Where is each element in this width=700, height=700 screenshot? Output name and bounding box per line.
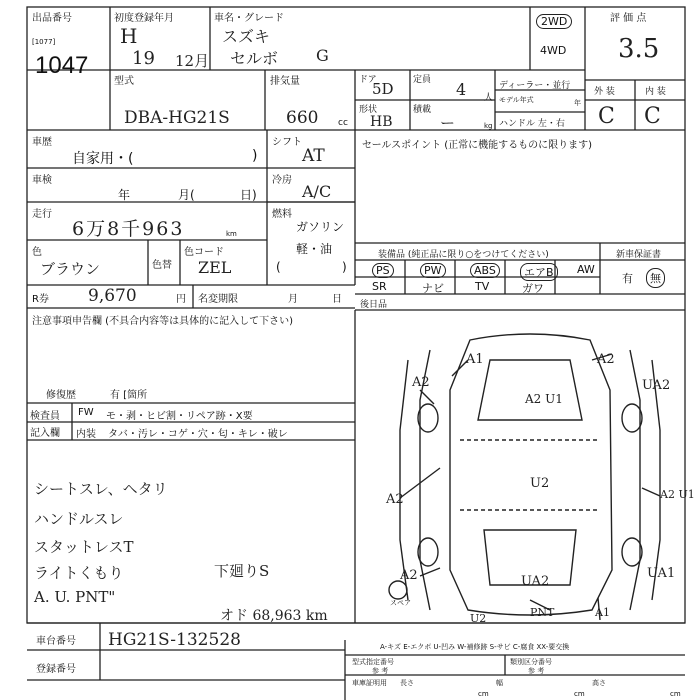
inspector-row2-prefix: 内装 bbox=[76, 429, 96, 440]
type-value: DBA-HG21S bbox=[124, 108, 230, 128]
note-line: ハンドルスレ bbox=[34, 510, 124, 528]
warranty-yes: 有 bbox=[622, 272, 633, 285]
color-code-value: ZEL bbox=[198, 258, 232, 277]
damage-mark: A2 bbox=[597, 352, 615, 367]
door-value: 5D bbox=[372, 80, 394, 98]
damage-legend: A-キズ E-エクボ U-凹み W-補修跡 S-サビ C-腐食 XX-要交換 bbox=[380, 643, 570, 651]
damage-mark: A2 U1 bbox=[660, 488, 695, 501]
rating-label: 評 価 点 bbox=[610, 13, 647, 24]
first-reg-month: 12月 bbox=[175, 52, 210, 70]
spare-label: スペア bbox=[390, 599, 411, 607]
first-reg-year: 19 bbox=[132, 48, 155, 69]
damage-mark: A2 bbox=[386, 492, 404, 507]
grade-value: G bbox=[316, 46, 329, 65]
equip-abs: ABS bbox=[470, 263, 500, 278]
registration-label: 登録番号 bbox=[36, 664, 76, 675]
inspector-row2-items: タバ・汚レ・コゲ・穴・匂・キレ・破レ bbox=[108, 429, 288, 440]
damage-mark: U2 bbox=[470, 612, 487, 625]
equip-sr: SR bbox=[372, 280, 387, 293]
mileage-label: 走行 bbox=[32, 209, 52, 220]
note-underbody: 下廻りS bbox=[214, 562, 270, 580]
damage-mark: A1 bbox=[595, 606, 610, 619]
lot-label: 出品番号 bbox=[32, 13, 72, 24]
equip-tv: TV bbox=[475, 280, 490, 293]
entry-label: 記入欄 bbox=[30, 428, 60, 439]
capacity-value: 4 bbox=[456, 80, 467, 99]
color-value: ブラウン bbox=[40, 260, 101, 278]
chassis-number: HG21S-132528 bbox=[108, 630, 241, 650]
damage-mark: U2 bbox=[530, 476, 550, 491]
equip-airbag: エアB bbox=[520, 263, 558, 281]
fuel-paren-close: ) bbox=[342, 260, 347, 274]
interior-grade: C bbox=[644, 104, 661, 129]
equip-gawa: ガワ bbox=[522, 282, 544, 295]
handle-label: ハンドル 左・右 bbox=[499, 119, 565, 129]
damage-mark: UA2 bbox=[642, 378, 671, 393]
height-unit: cm bbox=[670, 690, 681, 698]
interior-label: 内 装 bbox=[645, 87, 666, 97]
notes-label: 注意事項申告欄 (不具合内容等は具体的に記入して下さい) bbox=[32, 316, 293, 327]
note-line: スタットレスT bbox=[34, 538, 134, 556]
lot-sub: [1077] bbox=[32, 38, 56, 46]
color-change-label: 色替 bbox=[152, 260, 172, 271]
after-items-label: 後日品 bbox=[360, 300, 388, 310]
door-label: ドア bbox=[359, 75, 377, 85]
displacement-label: 排気量 bbox=[270, 76, 300, 87]
repair-label: 修復歴 bbox=[46, 390, 76, 401]
drive-4wd: 4WD bbox=[540, 44, 567, 57]
fuel-light-oil: 軽・油 bbox=[296, 242, 333, 256]
shape-value: HB bbox=[370, 114, 393, 130]
mileage-value: 6万8千963 bbox=[72, 218, 185, 240]
chassis-label: 車台番号 bbox=[36, 636, 76, 647]
height-label: 高さ bbox=[592, 679, 606, 687]
note-line: シートスレ、ヘタリ bbox=[34, 480, 168, 498]
color-code-label: 色コード bbox=[184, 247, 224, 258]
damage-mark: UA1 bbox=[647, 566, 676, 581]
name-change-day: 日 bbox=[332, 294, 342, 305]
shift-label: シフト bbox=[272, 137, 302, 148]
recycle-label: R券 bbox=[32, 294, 49, 305]
name-grade-label: 車名・グレード bbox=[214, 13, 284, 24]
first-reg-era: H bbox=[120, 24, 138, 48]
exterior-label: 外 装 bbox=[594, 87, 615, 97]
damage-mark: UA2 bbox=[521, 574, 550, 589]
first-reg-label: 初度登録年月 bbox=[114, 13, 174, 24]
name-change-label: 名変期限 bbox=[198, 294, 238, 305]
damage-mark: A2 bbox=[400, 568, 418, 583]
repair-value: 有 [箇所 bbox=[110, 390, 148, 401]
inspection-label: 車検 bbox=[32, 175, 52, 186]
model-year-unit: 年 bbox=[574, 99, 581, 107]
drive-2wd: 2WD bbox=[536, 14, 572, 29]
equipment-label: 装備品 (純正品に限り○をつけてください) bbox=[378, 250, 549, 260]
load-value: ー bbox=[440, 114, 456, 132]
inspector-row1-items: モ・剥・ヒビ割・リペア跡・X要 bbox=[106, 411, 253, 422]
dealer-label: ディーラー・並行 bbox=[499, 81, 571, 91]
shape-label: 形状 bbox=[359, 105, 378, 115]
inspection-year: 年 bbox=[118, 188, 131, 202]
damage-mark: A2 bbox=[412, 375, 430, 390]
length-label: 長さ bbox=[400, 679, 414, 687]
inspection-day: 日) bbox=[240, 188, 257, 202]
vehicle-cert-label: 車庫証明用 bbox=[352, 679, 387, 687]
rating-value: 3.5 bbox=[618, 34, 660, 64]
name-change-month: 月 bbox=[288, 294, 298, 305]
inspector-label: 検査員 bbox=[30, 411, 60, 422]
note-line: ライトくもり bbox=[34, 564, 124, 582]
ac-value: A/C bbox=[302, 182, 332, 201]
type-cert-ref: 参 考 bbox=[372, 667, 389, 675]
model-name: セルボ bbox=[230, 49, 279, 68]
class-label: 類別区分番号 bbox=[510, 658, 552, 666]
history-value: 自家用・( bbox=[72, 151, 134, 167]
sales-point-label: セールスポイント (正常に機能するものに限ります) bbox=[362, 140, 593, 151]
lot-number: 1047 bbox=[35, 52, 89, 79]
capacity-unit: 人 bbox=[484, 93, 494, 103]
type-cert-label: 型式指定番号 bbox=[352, 658, 394, 666]
displacement-unit: cc bbox=[338, 118, 348, 128]
fuel-paren-open: ( bbox=[276, 260, 281, 274]
width-unit: cm bbox=[574, 690, 585, 698]
color-label: 色 bbox=[32, 247, 42, 258]
model-year-label: モデル年式 bbox=[499, 96, 534, 104]
damage-mark: PNT bbox=[530, 606, 555, 619]
fuel-gasoline: ガソリン bbox=[296, 220, 345, 234]
capacity-label: 定員 bbox=[413, 75, 432, 85]
type-label: 型式 bbox=[114, 76, 134, 87]
class-ref: 参 考 bbox=[528, 667, 545, 675]
mileage-unit: km bbox=[226, 230, 237, 238]
shift-value: AT bbox=[302, 146, 325, 166]
inspector-row1-prefix: FW bbox=[78, 407, 94, 418]
inspection-month: 月( bbox=[178, 188, 195, 202]
odo-note: オド 68,963 km bbox=[220, 608, 328, 624]
displacement-value: 660 bbox=[286, 108, 319, 128]
load-unit: kg bbox=[484, 122, 493, 130]
recycle-unit: 円 bbox=[176, 294, 186, 305]
note-line: A. U. PNT" bbox=[34, 588, 116, 606]
fuel-label: 燃料 bbox=[272, 209, 292, 220]
length-unit: cm bbox=[478, 690, 489, 698]
width-label: 幅 bbox=[496, 679, 503, 687]
equip-navi: ナビ bbox=[422, 282, 444, 295]
damage-mark: A1 bbox=[466, 352, 484, 367]
equip-ps: PS bbox=[372, 263, 394, 278]
recycle-value: 9,670 bbox=[88, 286, 137, 306]
load-label: 積載 bbox=[413, 105, 432, 115]
maker-name: スズキ bbox=[222, 27, 271, 46]
history-label: 車歴 bbox=[32, 137, 52, 148]
equip-aw: AW bbox=[577, 263, 595, 276]
warranty-label: 新車保証書 bbox=[616, 250, 662, 260]
warranty-no: 無 bbox=[646, 268, 665, 288]
history-close: ) bbox=[252, 148, 258, 164]
equip-pw: PW bbox=[420, 263, 446, 278]
ac-label: 冷房 bbox=[272, 175, 292, 186]
exterior-grade: C bbox=[598, 104, 615, 129]
damage-mark: A2 U1 bbox=[525, 392, 563, 406]
